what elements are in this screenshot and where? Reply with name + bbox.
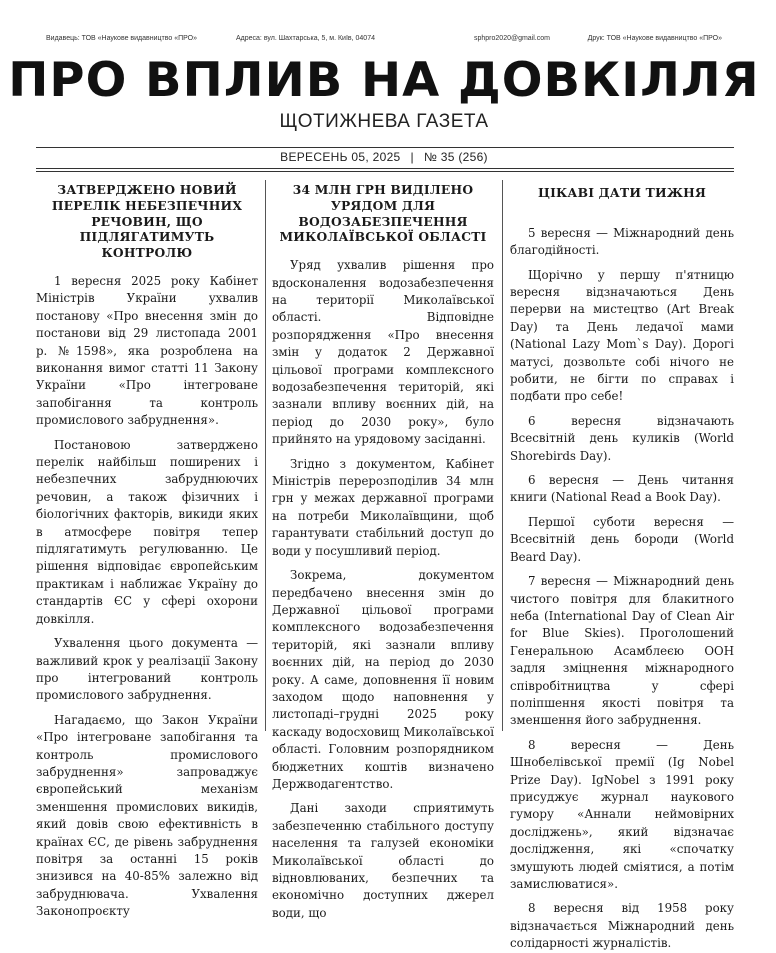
article-hazardous-substances xyxy=(36,182,258,919)
article-paragraph: 8 вересня — День Шнобелівської премії (Ig Nobel Prize Day). IgNobel з 1991 року присуджує журнал наукового гумору «Аннали неймовірних досліджень», який відзначає дослідження, які «спочатку змушують людей сміятися, а потім замислюватися». xyxy=(510,737,734,892)
article-paragraph: Уряд ухвалив рішення про вдосконалення водозабезпечення на території Миколаївської області. Відповідне розпорядження «Про внесення змін у додаток 2 Державної цільової програми комплексного водозабезпечення територій, які зазнали впливу воєнних дій, на період до 2030 року», було прийнято на урядовому засіданні. xyxy=(272,258,494,447)
article-paragraph: Постановою затверджено перелік найбільш поширених і небезпечних забруднюючих речовин, а також фізичних і біологічних факторів, викиди яких в атмосфере повітря тепер підлягатимуть регулюванню. Це рішення відповідає європейським практикам і наближає Україну до стандартів ЄС у сфері охорони довкілля. xyxy=(36,437,258,626)
rule-double-1 xyxy=(36,168,734,169)
article-paragraph: Ухвалення цього документа — важливий крок у реалізації Закону про інтегрований контроль промислового забруднення. xyxy=(36,636,258,703)
issue-number: № 35 (256) xyxy=(423,150,488,164)
article-paragraph: Першої суботи вересня — Всесвітній день бороди (World Beard Day). xyxy=(510,514,734,564)
article-paragraph: Нагадаємо, що Закон України «Про інтегроване запобігання та контроль промислового забруднення» запроваджує європейський механізм зменшення промислових викидів, який довів свою ефективність в країнах ЄС, де рівень забруднення повітря за останні 15 років знизився на 40-85% залежно від забруднювача. Ухвалення Законопроєкту xyxy=(36,712,258,919)
rule-double-2 xyxy=(36,171,734,172)
column-divider-2 xyxy=(502,180,503,731)
dateline xyxy=(0,150,768,164)
publisher-text: Видавець: ТОВ «Наукове видавництво «ПРО» xyxy=(46,35,198,42)
email-text: sphpro2020@gmail.com xyxy=(474,35,550,42)
article-paragraph: 6 вересня відзначають Всесвітній день куликів (World Shorebirds Day). xyxy=(510,413,734,463)
article-paragraph: Згідно з документом, Кабінет Міністрів перерозподілив 34 млн грн у межах державної програми на потреби Миколаївщини, щоб гарантувати стабільний доступ до води у посушливий період. xyxy=(272,456,494,558)
article-paragraph: 8 вересня від 1958 року відзначається Міжнародний день солідарності журналістів. xyxy=(510,901,734,951)
article-paragraph: 1 вересня 2025 року Кабінет Міністрів України ухвалив постанову «Про внесення змін до постанови від 29 листопада 2001 р. №1598», яка розроблена на виконання вимог статті 11 Закону України «Про інтегроване запобігання та контроль промислового забруднення». xyxy=(36,273,258,428)
article-paragraph: 5 вересня — Міжнародний день благодійності. xyxy=(510,225,734,258)
printer-text: Друк: ТОВ «Наукове видавництво «ПРО» xyxy=(587,35,722,42)
rule-top xyxy=(36,147,734,148)
article-water-supply xyxy=(272,182,494,920)
column-divider-1 xyxy=(265,180,266,731)
article-title: ЗАТВЕРДЖЕНО НОВИЙ ПЕРЕЛІК НЕБЕЗПЕЧНИХ РЕЧОВИН, ЩО ПІДЛЯГАТИМУТЬ КОНТРОЛЮ xyxy=(51,182,243,261)
masthead-title: ПРО ВПЛИВ НА ДОВКІЛЛЯ xyxy=(8,53,760,108)
article-paragraph: Щорічно у першу п'ятницю вересня відзначаються День перерви на мистецтво (Art Break Day) та День ледачої мами (National Lazy Mom`s Day). Дорогі матусі, дозвольте собі нічого не робити, не бігти по справах і подбати про себе! xyxy=(510,267,734,404)
article-title: ЦІКАВІ ДАТИ ТИЖНЯ xyxy=(537,185,707,200)
article-paragraph: 6 вересня — День читання книги (National Read a Book Day). xyxy=(510,473,734,505)
article-paragraph: 7 вересня — Міжнародний день чистого повітря для блакитного неба (International Day of Clean Air for Blue Skies). Проголошений Генеральною Асамблеєю ООН задля зміцнення міжнародного співробітництва у сфері поліпшення якості повітря та зменшення його забруднення. xyxy=(510,574,734,728)
masthead-subtitle: ЩОТИЖНЕВА ГАЗЕТА xyxy=(279,111,489,132)
article-title: 34 МЛН ГРН ВИДІЛЕНО УРЯДОМ ДЛЯ ВОДОЗАБЕЗПЕЧЕННЯ МИКОЛАЇВСЬКОЇ ОБЛАСТІ xyxy=(279,182,487,245)
article-paragraph: Зокрема, документом передбачено внесення змін до Державної цільової програми комплексного водозабезпечення територій, які зазнали впливу воєнних дій, на період до 2030 року. А саме, доповнення її новим заходом щодо наповнення у листопаді–грудні 2025 року каскаду водосховищ Миколаївської області. Головним розпорядником бюджетних коштів визначено Держводагентство. xyxy=(272,568,494,791)
issue-date: ВЕРЕСЕНЬ 05, 2025 xyxy=(280,150,401,164)
article-interesting-dates xyxy=(510,182,734,951)
article-paragraph: Дані заходи сприятимуть забезпеченню стабільного доступу населення та галузей економіки Миколаївської області до відновлюваних, безпечних та економічно доступних джерел води, що xyxy=(272,801,494,920)
dateline-separator: | xyxy=(410,150,414,164)
address-text: Адреса: вул. Шахтарська, 5, м. Київ, 04074 xyxy=(236,35,375,42)
imprint-line xyxy=(46,35,722,47)
